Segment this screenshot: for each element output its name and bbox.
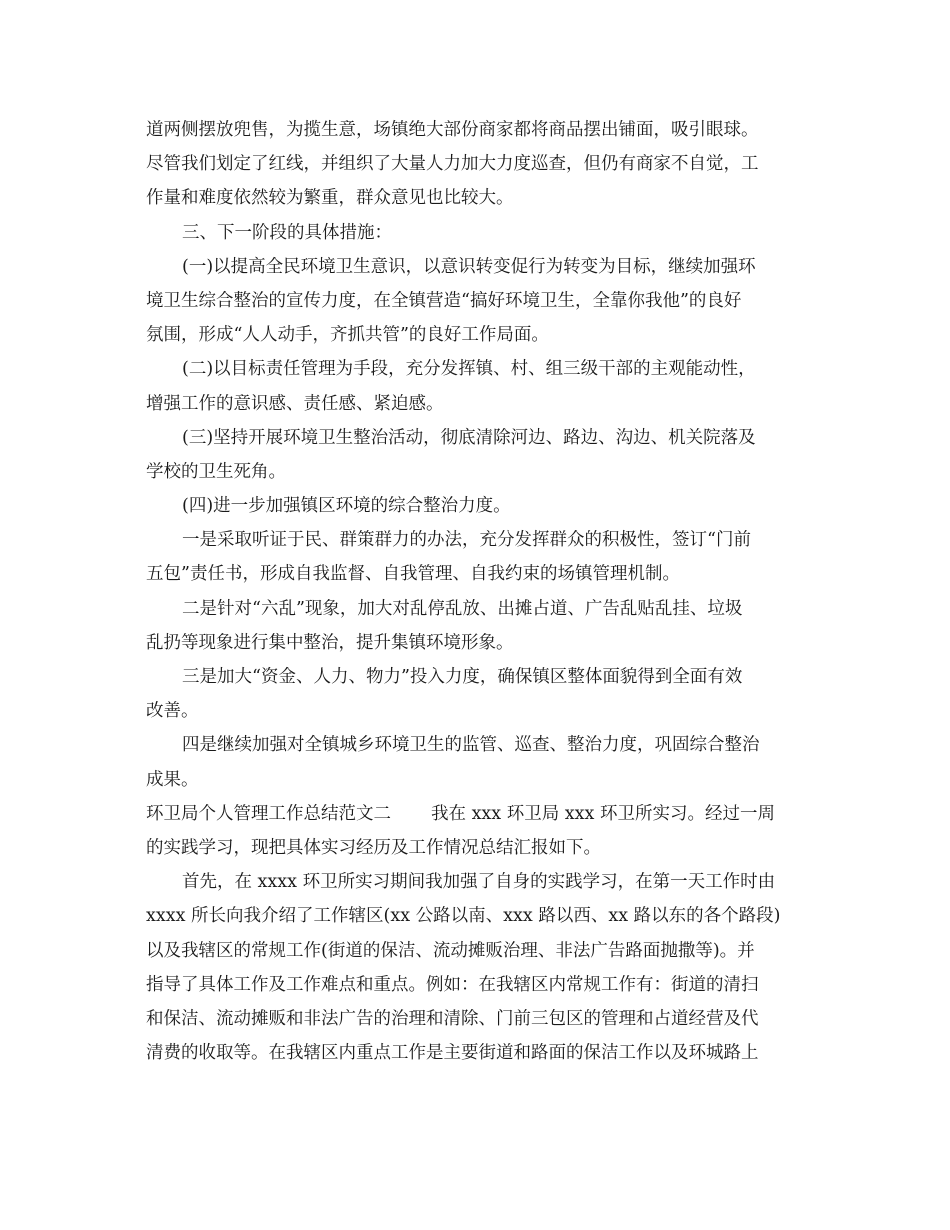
text-line: 首先，在 xxxx 环卫所实习期间我加强了自身的实践学习，在第一天工作时由 bbox=[182, 872, 776, 893]
text-line: 道两侧摆放兜售，为揽生意，场镇绝大部份商家都将商品摆出铺面，吸引眼球。 bbox=[146, 120, 759, 140]
text-line: 以及我辖区的常规工作(街道的保洁、流动摊贩治理、非法广告路面抛撒等)。并 bbox=[146, 940, 755, 961]
text-line: 三是加大“资金、人力、物力”投入力度，确保镇区整体面貌得到全面有效 bbox=[182, 667, 743, 687]
text-line: 尽管我们划定了红线，并组织了大量人力加大力度巡查，但仍有商家不自觉，工 bbox=[146, 154, 759, 175]
text-line: 指导了具体工作及工作难点和重点。例如：在我辖区内常规工作有：街道的清扫 bbox=[146, 974, 759, 995]
text-line: 五包”责任书，形成自我监督、自我管理、自我约束的场镇管理机制。 bbox=[146, 564, 680, 585]
text-line: 四是继续加强对全镇城乡环境卫生的监管、巡查、整治力度，巩固综合整治 bbox=[182, 735, 760, 756]
text-line: 氛围，形成“人人动手，齐抓共管”的良好工作局面。 bbox=[146, 325, 549, 346]
text-line: (二)以目标责任管理为手段，充分发挥镇、村、组三级干部的主观能动性， bbox=[182, 359, 756, 380]
paragraph-block-measures bbox=[146, 113, 806, 797]
paragraph-block-internship bbox=[146, 831, 806, 1070]
text-line: 学校的卫生死角。 bbox=[146, 461, 286, 482]
text-line: xxxx 所长向我介绍了工作辖区(xx 公路以南、xxx 路以西、xx 路以东的各个路段) bbox=[146, 906, 781, 927]
section-heading-line bbox=[146, 797, 806, 831]
text-line: 的实践学习，现把具体实习经历及工作情况总结汇报如下。 bbox=[146, 837, 601, 858]
text-line: 乱扔等现象进行集中整治，提升集镇环境形象。 bbox=[146, 632, 514, 653]
text-line: 一是采取听证于民、群策群力的办法，充分发挥群众的积极性，签订“门前 bbox=[182, 530, 751, 551]
text-line: 和保洁、流动摊贩和非法广告的治理和清除、门前三包区的管理和占道经营及代 bbox=[146, 1008, 759, 1029]
text-line: (四)进一步加强镇区环境的综合整治力度。 bbox=[182, 496, 511, 517]
text-line: 清费的收取等。在我辖区内重点工作是主要街道和路面的保洁工作以及环城路上 bbox=[146, 1043, 759, 1064]
text-line: 增强工作的意识感、责任感、紧迫感。 bbox=[146, 393, 444, 414]
section-heading-title: 环卫局个人管理工作总结范文二 bbox=[146, 803, 391, 824]
document-body bbox=[146, 113, 806, 1070]
section-heading-intro: 我在 xxx 环卫局 xxx 环卫所实习。经过一周 bbox=[431, 803, 775, 824]
text-line: 三、下一阶段的具体措施： bbox=[182, 222, 392, 243]
text-line: 二是针对“六乱”现象，加大对乱停乱放、出摊占道、广告乱贴乱挂、垃圾 bbox=[182, 598, 743, 619]
text-line: (三)坚持开展环境卫生整治活动，彻底清除河边、路边、沟边、机关院落及 bbox=[182, 427, 756, 448]
text-line: 成果。 bbox=[146, 769, 199, 790]
text-line: 改善。 bbox=[146, 701, 199, 722]
text-line: (一)以提高全民环境卫生意识，以意识转变促行为转变为目标，继续加强环 bbox=[182, 256, 756, 277]
text-line: 境卫生综合整治的宣传力度，在全镇营造“搞好环境卫生，全靠你我他”的良好 bbox=[146, 290, 742, 311]
text-line: 作量和难度依然较为繁重，群众意见也比较大。 bbox=[146, 188, 514, 209]
